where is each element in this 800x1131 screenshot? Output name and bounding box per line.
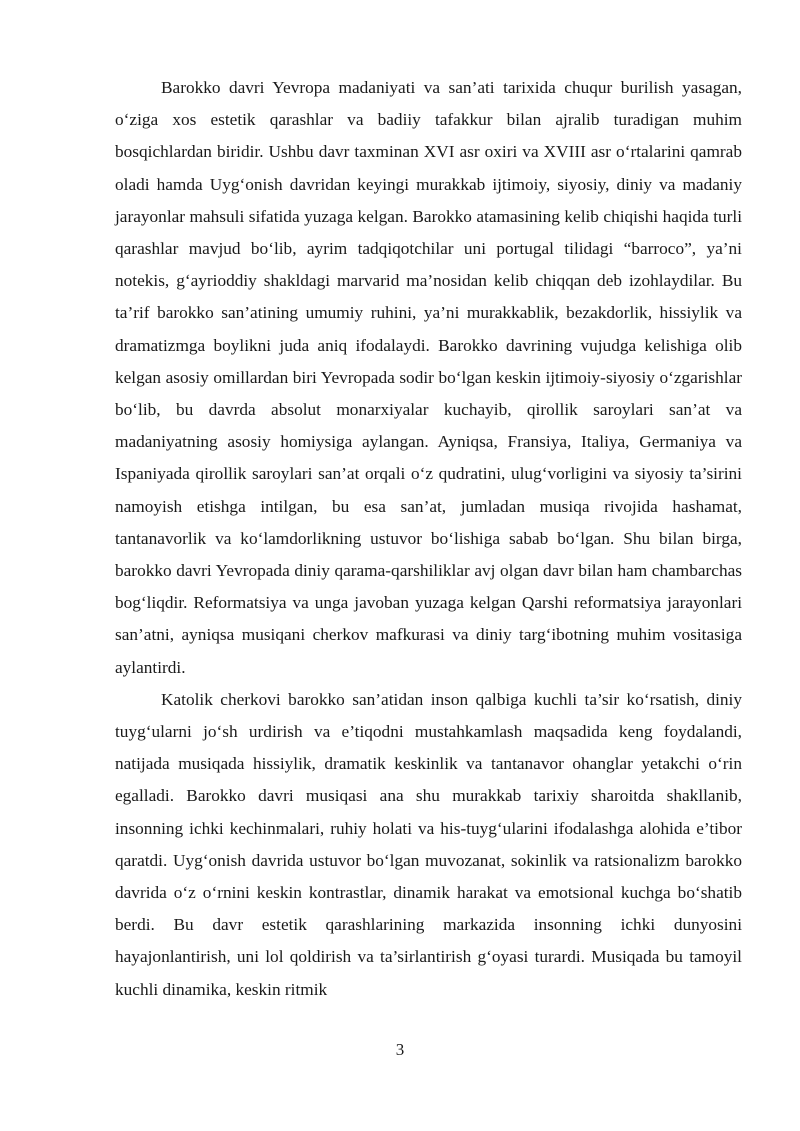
paragraph-1: Barokko davri Yevropa madaniyati va san’ati tarixida chuqur burilish yasagan, o‘ziga xos estetik qarashlar va badiiy tafakkur bilan ajralib turadigan muhim bosqichlardan biridir. Ushbu davr taxminan XVI asr oxiri va XVIII asr o‘rtalarini qamrab oladi hamda Uyg‘onish davridan keyingi murakkab ijtimoiy, siyosiy, diniy va madaniy jarayonlar mahsuli sifatida yuzaga kelgan. Barokko atamasining kelib chiqishi haqida turli qarashlar mavjud bo‘lib, ayrim tadqiqotchilar uni portugal tilidagi “barroco”, ya’ni notekis, g‘ayrioddiy shakldagi marvarid ma’nosidan kelib chiqqan deb izohlaydilar. Bu ta’rif barokko san’atining umumiy ruhini, ya’ni murakkablik, bezakdorlik, hissiylik va dramatizmga boylikni juda aniq ifodalaydi. Barokko davrining vujudga kelishiga olib kelgan asosiy omillardan biri Yevropada sodir bo‘lgan keskin ijtimoiy-siyosiy o‘zgarishlar bo‘lib, bu davrda absolut monarxiyalar kuchayib, qirollik saroylari san’at va madaniyatning asosiy homiysiga aylangan. Ayniqsa, Fransiya, Italiya, Germaniya va Ispaniyada qirollik saroylari san’at orqali o‘z qudratini, ulug‘vorligini va siyosiy ta’sirini namoyish etishga intilgan, bu esa san’at, jumladan musiqa rivojida hashamat, tantanavorlik va ko‘lamdorlikning ustuvor bo‘lishiga sabab bo‘lgan. Shu bilan birga, barokko davri Yevropada diniy qarama-qarshiliklar avj olgan davr bilan ham chambarchas bog‘liqdir. Reformatsiya va unga javoban yuzaga kelgan Qarshi reformatsiya jarayonlari san’atni, ayniqsa musiqani cherkov mafkurasi va diniy targ‘ibotning muhim vositasiga aylantirdi. [115,78,742,677]
paragraph-2: Katolik cherkovi barokko san’atidan inson qalbiga kuchli ta’sir ko‘rsatish, diniy tuyg‘ularni jo‘sh urdirish va e’tiqodni mustahkamlash maqsadida keng foydalandi, natijada musiqada hissiylik, dramatik keskinlik va tantanavor ohanglar yetakchi o‘rin egalladi. Barokko davri musiqasi ana shu murakkab tarixiy sharoitda shakllanib, insonning ichki kechinmalari, ruhiy holati va his-tuyg‘ularini ifodalashga alohida e’tibor qaratdi. Uyg‘onish davrida ustuvor bo‘lgan muvozanat, sokinlik va ratsionalizm barokko davrida o‘z o‘rnini keskin kontrastlar, dinamik harakat va emotsional kuchga bo‘shatib berdi. Bu davr estetik qarashlarining markazida insonning ichki dunyosini hayajonlantirish, uni lol qoldirish va ta’sirlantirish g‘oyasi turardi. Musiqada bu tamoyil kuchli dinamika, keskin ritmik [115,689,742,999]
page-number: 3 [395,1040,405,1059]
body-text [115,72,742,1006]
